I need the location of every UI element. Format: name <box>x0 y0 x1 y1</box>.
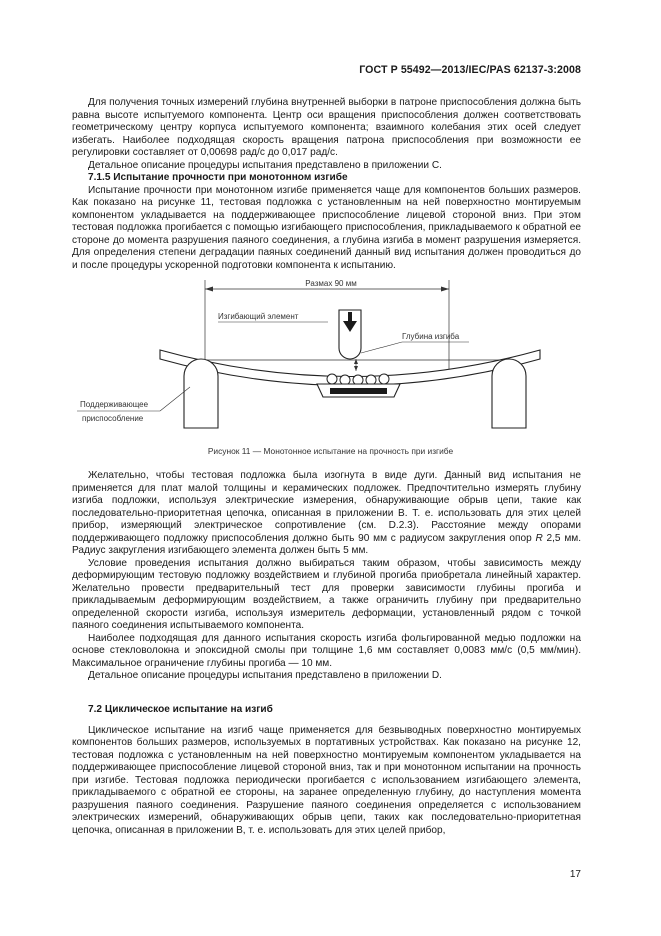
support-label-line1: Поддерживающее <box>80 400 149 409</box>
paragraph: Наиболее подходящая для данного испытания скорость изгиба фольгированной медью подложки на основе стекловолокна и эпоксидной смолы при толщине 1,6 мм составляет 0,0083 мм/с (0,5 мм/мин). Максимальное ограничение глубины прогиба — 10 мм. <box>72 632 581 669</box>
span-arrow-right <box>441 287 449 292</box>
paragraph: Детальное описание процедуры испытания представлено в приложении С. <box>88 159 442 171</box>
document-header: ГОСТ Р 55492—2013/IEC/PAS 62137-3:2008 <box>359 64 581 76</box>
span-label: Размах 90 мм <box>305 279 357 288</box>
section-cyclic <box>72 704 581 837</box>
solder-ball <box>327 374 337 384</box>
figure-11 <box>72 275 582 435</box>
depth-label-leader <box>361 342 402 353</box>
component-die <box>330 388 387 394</box>
span-arrow-left <box>205 287 213 292</box>
support-label-line2: приспособление <box>82 414 144 423</box>
paragraph: Детальное описание процедуры испытания представлено в приложении D. <box>88 670 442 681</box>
bending-element-label: Изгибающий элемент <box>218 312 299 321</box>
support-left <box>184 359 218 428</box>
section-intro <box>72 97 581 272</box>
paragraph: Циклическое испытание на изгиб чаще применяется для безвыводных поверхностно монтируемых компонентов больших размеров, используемых в портативных устройствах. Как показано на рисунке 12, тестовая подложка с установленным на ней поверхностно монтируемым компонентом укладывается на поддерживающее приспособление лицевой стороной вниз, так и при монотонном испытании на прочность при изгибе. Тестовая подложка периодически прогибается с использованием изгибающего элемента, прикладываемого с обратной ее стороны, на заранее определенную глубину, до наступления момента разрушения паяного соединения. Разрушение паяного соединения определяется с использованием электрических измерений, обнаруживающих обрыв цепи, таких как последовательно-приоритетная цепочка, описанная в приложении В, т. е. использовать для этих целей прибор, <box>72 724 581 836</box>
figure-caption: Рисунок 11 — Монотонное испытание на прочность при изгибе <box>207 446 454 456</box>
force-arrow-shaft <box>348 312 352 322</box>
section-heading: 7.2 Циклическое испытание на изгиб <box>88 704 273 715</box>
support-right <box>492 359 526 428</box>
paragraph <box>72 470 581 558</box>
radius-symbol: R <box>535 532 543 544</box>
solder-ball <box>379 374 389 384</box>
depth-label: Глубина изгиба <box>402 332 460 341</box>
paragraph: Условие проведения испытания должно выбираться таким образом, чтобы зависимость между деформирующим тестовую подложку воздействием и глубиной прогиба приобретала линейный характер. Желательно провести предварительный тест для проверки зависимости глубины прогиба и прикладываемым деформирующим воздействием, а также ограничить глубину при предварительно определенной скорости изгиба, используя измеритель деформации, установленный рядом с точкой паяного соединения испытываемого компонента. <box>72 557 581 631</box>
paragraph: Для получения точных измерений глубина внутренней выборки в патроне приспособления должна быть равна высоте испытуемого компонента. Центр оси вращения приспособления должен соответствовать геометрическому центру корпуса испытуемого компонента; взаимного колебания этих осей следует избегать. Наиболее подходящая скорость вращения патрона приспособления при возможности ее регулировки составляет от 0,00698 рад/с до 0,017 рад/с. <box>72 97 581 158</box>
paragraph-text: Желательно, чтобы тестовая подложка была изогнута в виде дуги. Данный вид испытания не применяется для плат малой толщины и керамических подложек. Предпочтительно измерять глубину изгиба подложки, используя электрические измерения, обнаруживающие обрыв цепи, такие как последовательно-приоритетная цепочка, описанная в приложении В. Т. е. использовать для этих целей прибор, измеряющий электрическое сопротивление (см. D.2.3). Расстояние между опорами поддерживающего подложку приспособления должно быть 90 мм с радиусом закругления опор <box>72 470 581 544</box>
section-monotonic-details <box>72 470 581 683</box>
section-heading: 7.1.5 Испытание прочности при монотонном изгибе <box>88 172 348 183</box>
page-number: 17 <box>569 869 581 880</box>
paragraph: Испытание прочности при монотонном изгибе применяется чаще для компонентов больших размеров. Как показано на рисунке 11, тестовая подложка с установленным на ней поверхностно монтируемым компонентом укладывается на поддерживающее приспособление лицевой стороной вниз. При этом тестовая подложка прогибается с помощью изгибающего приспособления, прикладываемого к обратной ее стороне до момента разрушения паяного соединения, а глубина изгиба в момент разрушения измеряется. Для определения степени деградации паяных соединений данный вид испытания должен проводиться до и после процедуры ускоренной подготовки компонента к испытанию. <box>72 184 581 271</box>
bending-test-diagram <box>72 275 582 435</box>
paragraph-text: 2,5 мм. Радиус закругления изгибающего элемента должен быть 5 мм. <box>72 532 581 556</box>
depth-arrow-bottom <box>354 366 358 371</box>
